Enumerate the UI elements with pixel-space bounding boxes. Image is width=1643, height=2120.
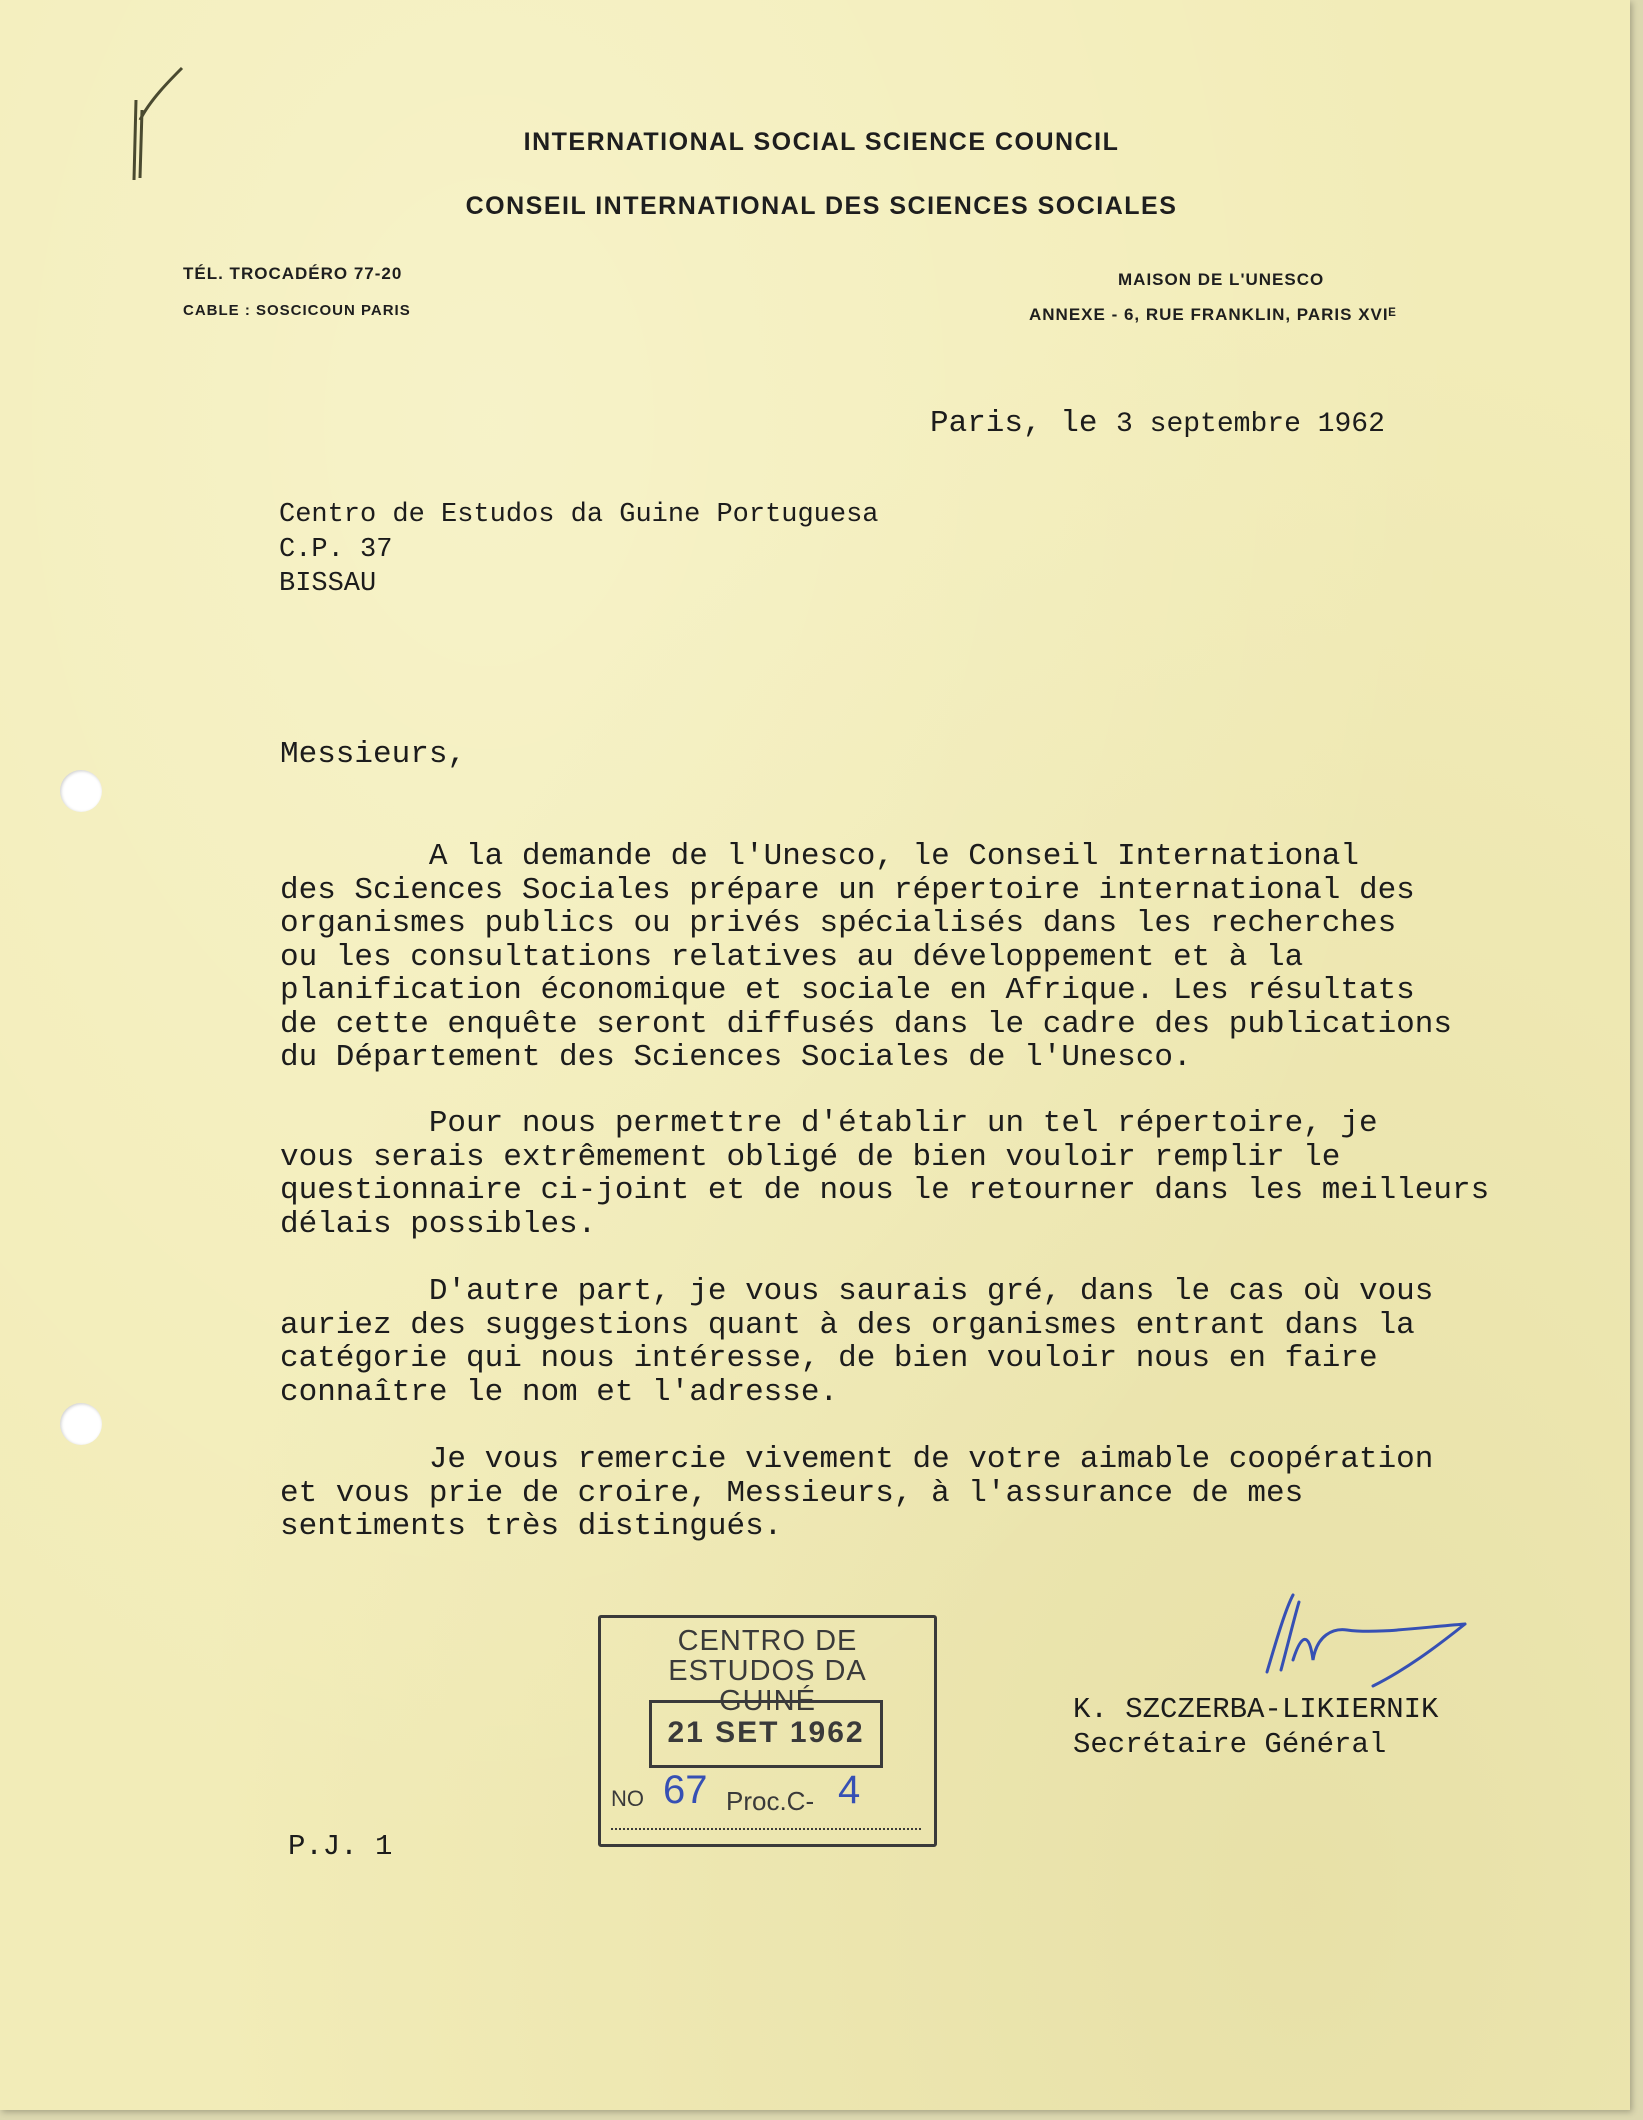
paragraph-1 [280,840,1620,1075]
stamp-handwritten-number: 67 [663,1768,708,1812]
signatory-title: Secrétaire Général [1073,1728,1387,1761]
date-place: Paris, le [930,406,1098,441]
paragraph-line: Je vous remercie vivement de votre aimable coopération [280,1442,1434,1477]
paragraph-line: connaître le nom et l'adresse. [280,1374,839,1410]
org-name-french: CONSEIL INTERNATIONAL DES SCIENCES SOCIALES [465,192,1178,220]
salutation: Messieurs, [280,737,467,772]
paragraph-line: délais possibles. [280,1206,597,1242]
paragraph-line: du Département des Sciences Sociales de l'Unesco. [280,1040,1192,1075]
signature-scribble [1255,1590,1475,1690]
paragraph-line: de cette enquête seront diffusés dans le cadre des publications [280,1006,1452,1042]
stamp-title-line-1: CENTRO DE ESTUDOS DA [668,1625,867,1687]
date-value: 3 septembre 1962 [1116,409,1385,440]
paragraph-line: D'autre part, je vous saurais gré, dans le cas où vous [280,1274,1434,1309]
paragraph-line: des Sciences Sociales prépare un répertoire international des [280,872,1415,908]
date-line [930,406,1385,441]
handwritten-mark [120,60,190,190]
stamp-no-label: NO [611,1786,644,1811]
paragraph-line: questionnaire ci-joint et de nous le retourner dans les meilleurs [280,1173,1490,1208]
telephone: TÉL. TROCADÉRO 77-20 [183,264,403,283]
paragraph-line: catégorie qui nous intéresse, de bien vouloir nous en faire [280,1341,1378,1376]
paragraph-line: organismes publics ou privés spécialisés dans les recherches [280,906,1397,941]
paragraph-2 [280,1107,1620,1241]
paragraph-line: vous serais extrêmement obligé de bien vouloir remplir le [280,1139,1341,1175]
org-name-english: INTERNATIONAL SOCIAL SCIENCE COUNCIL [523,128,1120,156]
stamp-dotted-rule [611,1828,921,1830]
cable-address: CABLE : SOSCICOUN PARIS [183,302,411,319]
paragraph-line: sentiments très distingués. [280,1509,783,1544]
address-line-1: MAISON DE L'UNESCO [1118,270,1325,289]
paragraph-3 [280,1275,1620,1409]
stamp-handwritten-proc: 4 [838,1768,861,1812]
received-stamp [598,1615,937,1847]
paragraph-line: et vous prie de croire, Messieurs, à l'assurance de mes [280,1475,1304,1511]
recipient-box: C.P. 37 [279,535,393,565]
paragraph-line: A la demande de l'Unesco, le Conseil International [280,839,1359,874]
recipient-city: BISSAU [279,569,377,599]
punch-hole-top [60,770,102,812]
paragraph-4 [280,1443,1620,1544]
paragraph-line: ou les consultations relatives au développement et à la [280,939,1304,975]
enclosure-note: P.J. 1 [288,1830,393,1863]
recipient-name: Centro de Estudos da Guine Portuguesa [279,500,879,530]
paragraph-line: auriez des suggestions quant à des organismes entrant dans la [280,1307,1415,1343]
paragraph-line: planification économique et sociale en Afrique. Les résultats [280,973,1415,1008]
paragraph-line: Pour nous permettre d'établir un tel répertoire, je [280,1106,1378,1141]
stamp-proc-label: Proc.C- [726,1786,815,1816]
address-line-2: ANNEXE - 6, RUE FRANKLIN, PARIS XVIᴱ [1029,305,1397,324]
stamp-title-line-2: GUINÉ [719,1685,816,1717]
punch-hole-bottom [60,1403,102,1445]
stamp-date-box [649,1700,883,1768]
stamp-date: 21 SET 1962 [667,1716,865,1749]
signatory-name: K. SZCZERBA-LIKIERNIK [1073,1693,1439,1726]
